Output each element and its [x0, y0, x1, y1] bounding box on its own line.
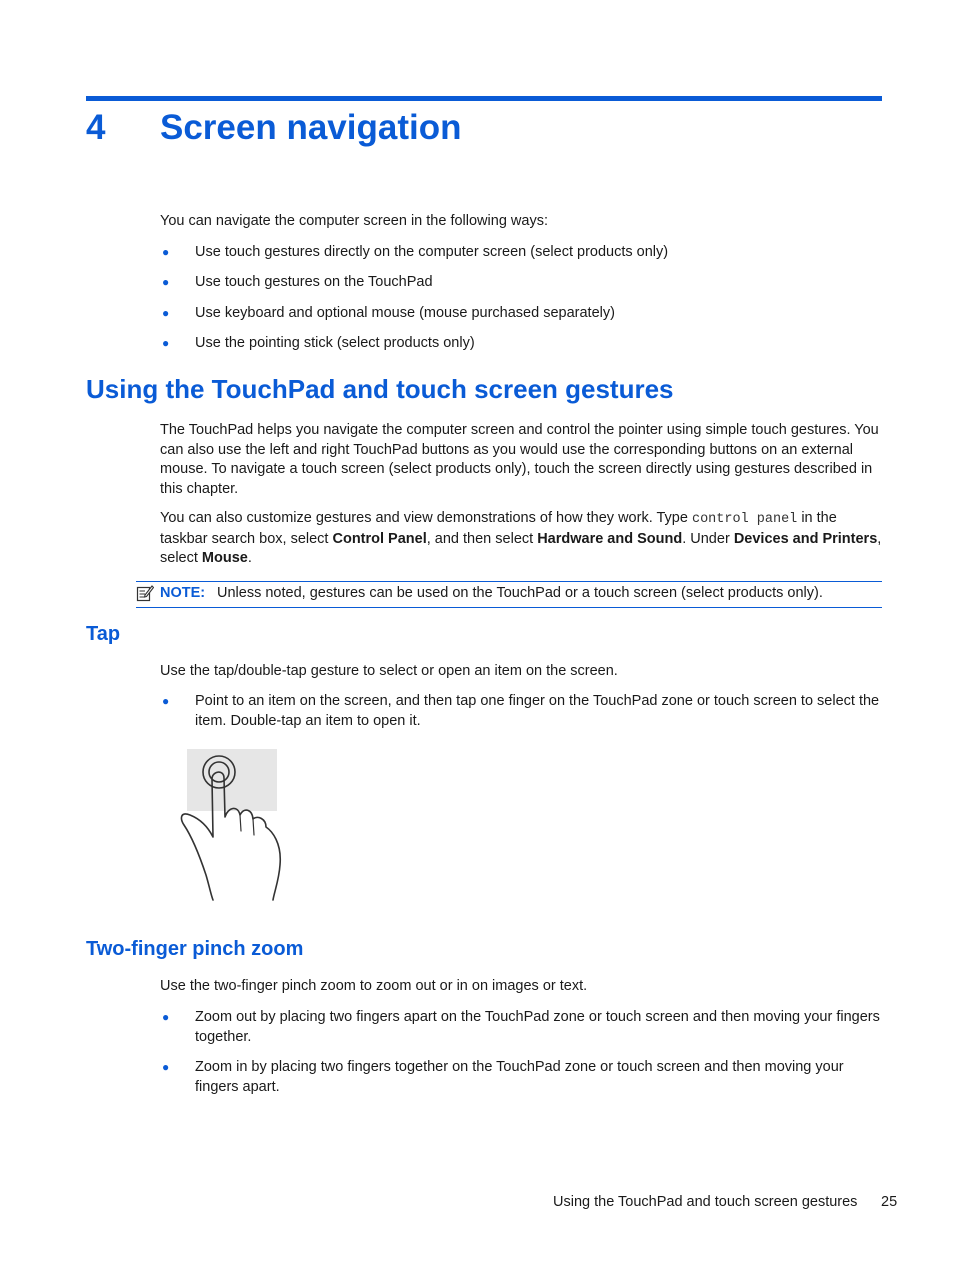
chapter-number: 4: [86, 108, 106, 147]
code-text: control panel: [691, 512, 798, 527]
list-item: ● Zoom in by placing two fingers together on the TouchPad zone or touch screen and then moving your fingers apart.: [162, 1059, 844, 1095]
bullet-icon: ●: [162, 694, 170, 708]
bullet-icon: ●: [162, 306, 170, 320]
chapter-rule: [86, 96, 882, 101]
bold-mouse: Mouse: [201, 550, 248, 566]
bullet-icon: ●: [162, 1010, 170, 1024]
chapter-heading: [86, 108, 461, 148]
section-paragraph-1: The TouchPad helps you navigate the computer screen and control the pointer using simple touch gestures. You can also use the left and right TouchPad buttons as you would use the corresponding buttons on an external mouse. To navigate a touch screen (select products only), touch the screen directly using gestures described in this chapter.: [160, 422, 879, 497]
note-text: Unless noted, gestures can be used on the TouchPad or a touch screen (select products only).: [217, 585, 823, 601]
intro-paragraph: You can navigate the computer screen in the following ways:: [160, 213, 548, 229]
bold-hardware-and-sound: Hardware and Sound: [537, 530, 683, 547]
list-item: ● Use keyboard and optional mouse (mouse purchased separately): [160, 304, 882, 324]
list-item: ● Use touch gestures directly on the computer screen (select products only): [160, 243, 882, 263]
pinch-intro: Use the two-finger pinch zoom to zoom out or in on images or text.: [160, 978, 588, 994]
footer-page-number: 25: [881, 1194, 898, 1210]
tap-gesture-icon: [178, 745, 288, 905]
bullet-icon: ●: [162, 275, 170, 289]
note-box: [136, 581, 882, 608]
pinch-heading: Two-finger pinch zoom: [86, 938, 304, 960]
list-item: ● Use touch gestures on the TouchPad: [160, 273, 882, 293]
bullet-icon: ●: [162, 1060, 170, 1074]
list-item: ● Zoom out by placing two fingers apart on the TouchPad zone or touch screen and then moving your fingers together.: [162, 1009, 880, 1045]
bullet-icon: ●: [162, 336, 170, 350]
tap-heading: Tap: [86, 623, 121, 645]
list-item: ● Point to an item on the screen, and then tap one finger on the TouchPad zone or touch screen to select the item. Double-tap an item to open it.: [162, 693, 880, 729]
bold-devices-and-printers: Devices and Printers: [733, 530, 878, 547]
bold-control-panel: Control Panel: [332, 530, 427, 547]
note-pencil-icon: [136, 584, 154, 602]
section-heading: Using the TouchPad and touch screen gestures: [86, 374, 674, 404]
list-item: ● Use the pointing stick (select products only): [160, 334, 882, 354]
footer-section-title: Using the TouchPad and touch screen gestures: [553, 1194, 858, 1210]
note-label: NOTE:: [160, 585, 206, 601]
section-paragraph-2: You can also customize gestures and view demonstrations of how they work. Type control panel in the taskbar search box, select Control Panel, and then select Hardware and Sound. Under Devices and Printers, select Mouse.: [160, 510, 882, 566]
tap-intro: Use the tap/double-tap gesture to select or open an item on the screen.: [160, 663, 618, 679]
bullet-icon: ●: [162, 245, 170, 259]
chapter-title: Screen navigation: [160, 108, 462, 147]
